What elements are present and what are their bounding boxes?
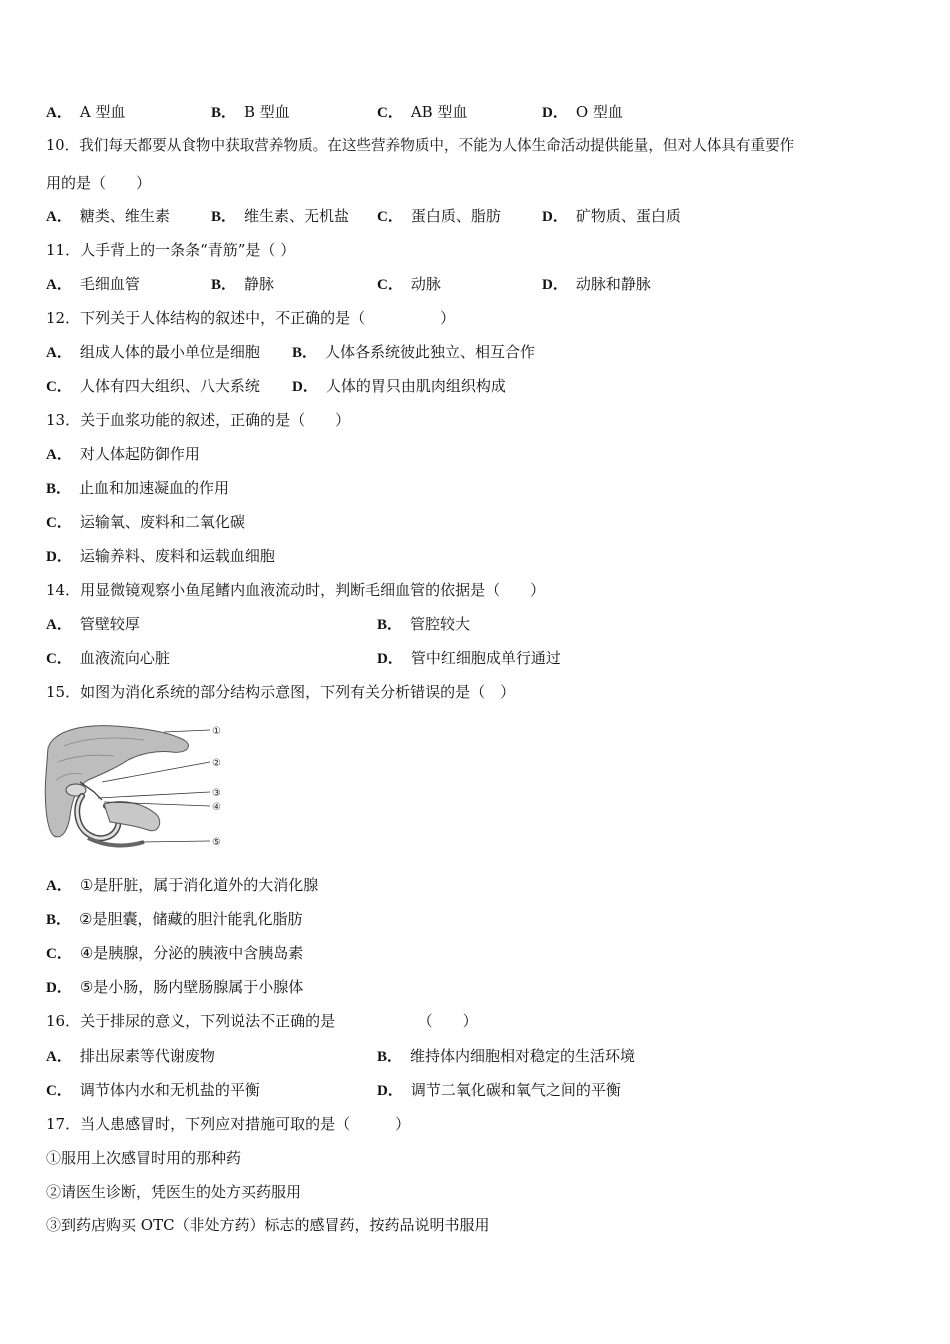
q13-stem: 13．关于血浆功能的叙述，正确的是（ ）: [46, 411, 351, 429]
q12-option-d: D． 人体的胃只由肌肉组织构成: [292, 377, 506, 395]
digestive-system-figure: [44, 718, 234, 858]
q12-option-a: A． 组成人体的最小单位是细胞: [46, 343, 260, 361]
q15-option-c: C． ④是胰腺，分泌的胰液中含胰岛素: [46, 944, 304, 962]
q16-option-d: D． 调节二氧化碳和氧气之间的平衡: [377, 1081, 621, 1099]
q12-stem: 12．下列关于人体结构的叙述中，不正确的是（ ）: [46, 309, 456, 327]
q10-stem-line1: 10．我们每天都要从食物中获取营养物质。在这些营养物质中，不能为人体生命活动提供能量，但对人体具有重要作: [46, 137, 795, 154]
q16-option-a: A． 排出尿素等代谢废物: [46, 1047, 215, 1065]
q14-option-d: D． 管中红细胞成单行通过: [377, 649, 561, 667]
q15-option-d: D． ⑤是小肠，肠内壁肠腺属于小腺体: [46, 978, 304, 996]
q15-stem: 15．如图为消化系统的部分结构示意图，下列有关分析错误的是（ ）: [46, 683, 516, 701]
q9-option-b: B． B 型血: [211, 103, 290, 121]
q10-stem-line2: 用的是（ ）: [46, 174, 152, 192]
q11-stem: 11．人手背上的一条条“青筋”是（ ）: [46, 241, 296, 259]
q13-option-c: C． 运输氧、废料和二氧化碳: [46, 513, 245, 531]
q17-item-3: ③到药店购买 OTC（非处方药）标志的感冒药，按药品说明书服用: [46, 1216, 490, 1234]
q11-option-d: D． 动脉和静脉: [542, 275, 651, 293]
q14-option-b: B． 管腔较大: [377, 615, 471, 633]
q11-option-a: A． 毛细血管: [46, 275, 140, 293]
q12-option-c: C． 人体有四大组织、八大系统: [46, 377, 260, 395]
q15-option-a: A． ①是肝脏，属于消化道外的大消化腺: [46, 876, 319, 894]
q13-option-d: D． 运输养料、废料和运载血细胞: [46, 547, 275, 565]
figure-label-5: ⑤: [212, 837, 221, 848]
q15-option-b: B． ②是胆囊，储藏的胆汁能乳化脂肪: [46, 910, 303, 928]
q16-option-c: C． 调节体内水和无机盐的平衡: [46, 1081, 260, 1099]
q9-option-a: A． A 型血: [46, 103, 126, 121]
figure-label-3: ③: [212, 788, 221, 799]
q10-option-a: A． 糖类、维生素: [46, 207, 170, 225]
q9-option-d: D． O 型血: [542, 103, 623, 121]
q14-stem: 14．用显微镜观察小鱼尾鳍内血液流动时，判断毛细血管的依据是（ ）: [46, 581, 546, 599]
figure-label-4: ④: [212, 802, 221, 813]
q17-item-1: ①服用上次感冒时用的那种药: [46, 1149, 242, 1167]
q12-option-b: B． 人体各系统彼此独立、相互合作: [292, 343, 536, 361]
figure-label-2: ②: [212, 758, 221, 769]
q9-option-c: C． AB 型血: [377, 103, 468, 121]
q10-option-d: D． 矿物质、蛋白质: [542, 207, 681, 225]
q11-option-c: C． 动脉: [377, 275, 441, 293]
q14-option-c: C． 血液流向心脏: [46, 649, 170, 667]
q16-option-b: B． 维持体内细胞相对稳定的生活环境: [377, 1047, 636, 1065]
leader-line-1: [164, 730, 210, 732]
q16-stem: 16．关于排尿的意义，下列说法不正确的是 （ ）: [46, 1012, 478, 1030]
q13-option-a: A． 对人体起防御作用: [46, 445, 200, 463]
figure-label-1: ①: [212, 726, 221, 737]
q11-option-b: B． 静脉: [211, 275, 275, 293]
q14-option-a: A． 管壁较厚: [46, 615, 140, 633]
leader-line-3: [98, 792, 210, 798]
q13-option-b: B． 止血和加速凝血的作用: [46, 479, 230, 497]
q10-option-b: B． 维生素、无机盐: [211, 207, 350, 225]
q10-option-c: C． 蛋白质、脂肪: [377, 207, 501, 225]
q17-stem: 17．当人患感冒时，下列应对措施可取的是（ ）: [46, 1115, 411, 1133]
q17-item-2: ②请医生诊断，凭医生的处方买药服用: [46, 1183, 302, 1201]
pancreas-shape: [104, 802, 160, 831]
leader-line-5: [140, 841, 210, 842]
